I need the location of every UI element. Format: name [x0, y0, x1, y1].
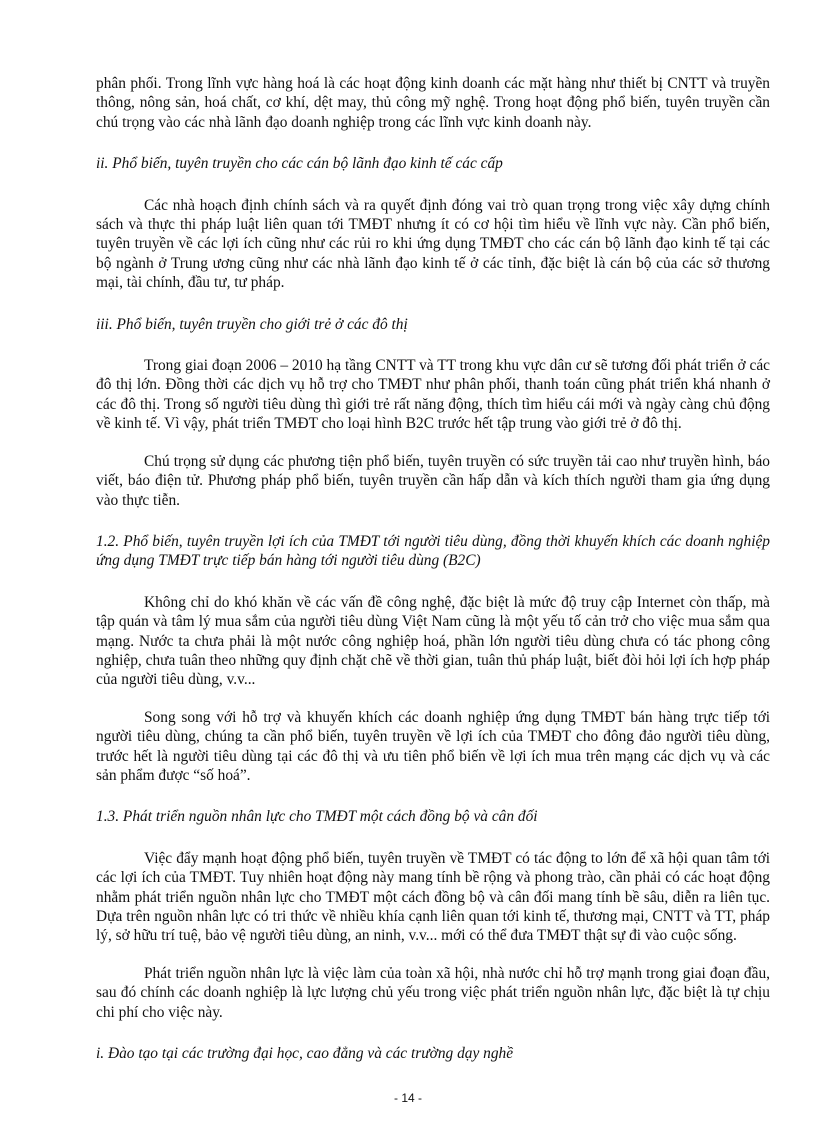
paragraph-consumer-habits: Không chỉ do khó khăn về các vấn đề công nghệ, đặc biệt là mức độ truy cập Internet còn thấp, mà tập quán và tâm lý mua sắm của người tiêu dùng Việt Nam cũng là một yếu tố cản trở cho việc mua sắm qua mạng. Nước ta chưa phải là một nước công nghiệp hoá, phần lớn người tiêu dùng chưa có tác phong công nghiệp, chưa tuân theo những quy định chặt chẽ về thời gian, tuân thủ pháp luật, biết đòi hỏi lợi ích hợp pháp của người tiêu dùng, v.v...	[96, 593, 770, 689]
page-number: - 14 -	[393, 1091, 422, 1105]
paragraph-media: Chú trọng sử dụng các phương tiện phổ biến, tuyên truyền có sức truyền tải cao như truyền hình, báo viết, báo điện tử. Phương pháp phổ biến, tuyên truyền cần hấp dẫn và kích thích người tham gia ứng dụng vào thực tiễn.	[96, 452, 770, 509]
paragraph-society-role: Phát triển nguồn nhân lực là việc làm của toàn xã hội, nhà nước chỉ hỗ trợ mạnh trong giai đoạn đầu, sau đó chính các doanh nghiệp là lực lượng chủ yếu trong việc phát triển nguồn nhân lực, đặc biệt là tự chịu chi phí cho việc này.	[96, 964, 770, 1021]
paragraph-b2c-support: Song song với hỗ trợ và khuyến khích các doanh nghiệp ứng dụng TMĐT bán hàng trực tiếp tới người tiêu dùng, chúng ta cần phổ biến, tuyên truyền về lợi ích của TMĐT cho đông đảo người tiêu dùng, trước hết là người tiêu dùng tại các đô thị và ưu tiên phổ biến về lợi ích mua trên mạng các dịch vụ và các sản phẩm được “số hoá”.	[96, 708, 770, 784]
paragraph-human-resources: Việc đẩy mạnh hoạt động phổ biến, tuyên truyền về TMĐT có tác động to lớn để xã hội quan tâm tới các lợi ích của TMĐT. Tuy nhiên hoạt động này mang tính bề rộng và phong trào, cần phải có các hoạt động nhằm phát triển nguồn nhân lực cho TMĐT một cách đồng bộ và cân đối mang tính bề sâu, diễn ra liên tục. Dựa trên nguồn nhân lực có tri thức về nhiều khía cạnh liên quan tới kinh tế, thương mại, CNTT và TT, pháp lý, sở hữu trí tuệ, bảo vệ người tiêu dùng, an ninh, v.v... mới có thể đưa TMĐT thật sự đi vào cuộc sống.	[96, 849, 770, 945]
document-page	[96, 74, 770, 1063]
section-heading-1-3: 1.3. Phát triển nguồn nhân lực cho TMĐT một cách đồng bộ và cân đối	[96, 808, 538, 826]
section-heading-ii: ii. Phổ biến, tuyên truyền cho các cán bộ lãnh đạo kinh tế các cấp	[96, 155, 503, 173]
paragraph-policy-makers: Các nhà hoạch định chính sách và ra quyết định đóng vai trò quan trọng trong việc xây dựng chính sách và thực thi pháp luật liên quan tới TMĐT nhưng ít có cơ hội tìm hiểu về lĩnh vực này. Cần phổ biến, tuyên truyền về các lợi ích cũng như các rủi ro khi ứng dụng TMĐT cho các cán bộ lãnh đạo kinh tế tại các bộ ngành ở Trung ương cũng như các nhà lãnh đạo kinh tế ở các tỉnh, đặc biệt là cán bộ của các sở thương mại, tài chính, đầu tư, tư pháp.	[96, 196, 770, 292]
section-heading-iii: iii. Phổ biến, tuyên truyền cho giới trẻ ở các đô thị	[96, 315, 408, 333]
section-heading-1-2: 1.2. Phổ biến, tuyên truyền lợi ích của TMĐT tới người tiêu dùng, đồng thời khuyến khích các doanh nghiệp ứng dụng TMĐT trực tiếp bán hàng tới người tiêu dùng (B2C)	[96, 532, 770, 570]
paragraph-continuation: phân phối. Trong lĩnh vực hàng hoá là các hoạt động kinh doanh các mặt hàng như thiết bị CNTT và truyền thông, nông sản, hoá chất, cơ khí, dệt may, thủ công mỹ nghệ. Trong hoạt động phổ biến, tuyên truyền cần chú trọng vào các nhà lãnh đạo doanh nghiệp trong các lĩnh vực kinh doanh này.	[96, 75, 770, 131]
section-heading-i: i. Đào tạo tại các trường đại học, cao đẳng và các trường dạy nghề	[96, 1045, 514, 1063]
paragraph-youth: Trong giai đoạn 2006 – 2010 hạ tầng CNTT và TT trong khu vực dân cư sẽ tương đối phát triển ở các đô thị lớn. Đồng thời các dịch vụ hỗ trợ cho TMĐT như phân phối, thanh toán cũng phát triển khá nhanh ở các đô thị. Trong số người tiêu dùng thì giới trẻ rất năng động, thích tìm hiểu cái mới và ngày càng chủ động về kinh tế. Vì vậy, phát triển TMĐT cho loại hình B2C trước hết tập trung vào giới trẻ ở đô thị.	[96, 357, 770, 433]
